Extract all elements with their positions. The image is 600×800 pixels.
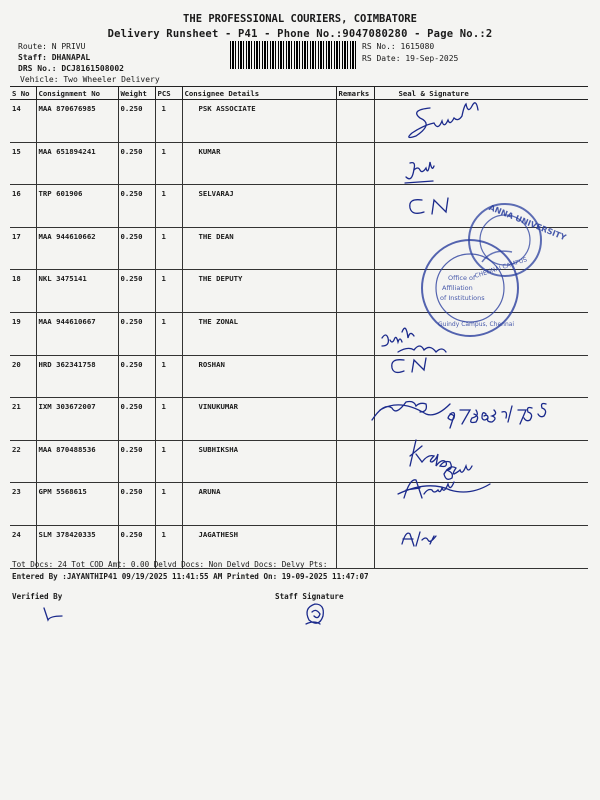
- cell-weight: 0.250: [118, 440, 155, 483]
- cell-remarks: [336, 142, 374, 185]
- cell-signature: [374, 100, 588, 143]
- table-row: [10, 312, 588, 355]
- cell-remarks: [336, 270, 374, 313]
- cell-pcs: 1: [155, 312, 182, 355]
- cell-signature: [374, 142, 588, 185]
- cell-consignment: MAA 870488536: [36, 440, 118, 483]
- cell-consignee: JAGATHESH: [182, 525, 336, 568]
- cell-signature: [374, 185, 588, 228]
- cell-consignment: IXM 303672007: [36, 398, 118, 441]
- cell-consignee: PSK ASSOCIATE: [182, 100, 336, 143]
- cell-pcs: 1: [155, 440, 182, 483]
- cell-consignee: SELVARAJ: [182, 185, 336, 228]
- cell-weight: 0.250: [118, 525, 155, 568]
- verified-by-mark: [44, 608, 62, 620]
- cell-consignee: THE ZONAL: [182, 312, 336, 355]
- cell-weight: 0.250: [118, 483, 155, 526]
- rs-date: RS Date: 19-Sep-2025: [362, 54, 459, 63]
- cell-weight: 0.250: [118, 185, 155, 228]
- table-row: [10, 100, 588, 143]
- cell-pcs: 1: [155, 483, 182, 526]
- company-title: THE PROFESSIONAL COURIERS, COIMBATORE: [183, 13, 417, 25]
- table-row: [10, 142, 588, 185]
- table-row: [10, 483, 588, 526]
- cell-sno: 19: [10, 312, 36, 355]
- cell-remarks: [336, 312, 374, 355]
- cell-pcs: 1: [155, 355, 182, 398]
- cell-sno: 24: [10, 525, 36, 568]
- cell-consignment: MAA 870676985: [36, 100, 118, 143]
- cell-remarks: [336, 398, 374, 441]
- stamp-bottom: Guindy Campus, Chennai: [438, 321, 515, 328]
- col-sno: S No: [10, 87, 36, 100]
- cell-remarks: [336, 100, 374, 143]
- cell-remarks: [336, 355, 374, 398]
- col-consignment: Consignment No: [36, 87, 118, 100]
- runsheet-table: [10, 86, 588, 569]
- col-remarks: Remarks: [336, 87, 374, 100]
- cell-pcs: 1: [155, 185, 182, 228]
- stamp-center-1: Office of: [448, 274, 476, 282]
- cell-signature: [374, 398, 588, 441]
- cell-signature: [374, 227, 588, 270]
- cell-pcs: 1: [155, 142, 182, 185]
- table-row: [10, 440, 588, 483]
- cell-signature: [374, 525, 588, 568]
- cell-sno: 23: [10, 483, 36, 526]
- cell-weight: 0.250: [118, 270, 155, 313]
- cell-consignment: MAA 651894241: [36, 142, 118, 185]
- cell-signature: [374, 312, 588, 355]
- cell-consignee: KUMAR: [182, 142, 336, 185]
- cell-sno: 21: [10, 398, 36, 441]
- cell-consignment: TRP 601906: [36, 185, 118, 228]
- cell-consignment: NKL 3475141: [36, 270, 118, 313]
- cell-sno: 15: [10, 142, 36, 185]
- stamp-center-2: Affiliation: [442, 284, 473, 292]
- cell-consignment: MAA 944610662: [36, 227, 118, 270]
- cell-consignee: SUBHIKSHA: [182, 440, 336, 483]
- cell-weight: 0.250: [118, 227, 155, 270]
- staff-signature-mark: [306, 604, 323, 624]
- stamp-ring-text: ANNA UNIVERSITY: [487, 202, 568, 243]
- drs-number: DRS No.: DCJ8161508002: [18, 64, 124, 73]
- cell-signature: [374, 355, 588, 398]
- cell-pcs: 1: [155, 227, 182, 270]
- table-row: [10, 227, 588, 270]
- footer-entered: Entered By :JAYANTHIP41 09/19/2025 11:41:55 AM Printed On: 19-09-2025 11:47:07: [12, 572, 369, 581]
- cell-consignee: ARUNA: [182, 483, 336, 526]
- cell-sno: 17: [10, 227, 36, 270]
- table-row: [10, 185, 588, 228]
- cell-weight: 0.250: [118, 355, 155, 398]
- cell-remarks: [336, 483, 374, 526]
- cell-weight: 0.250: [118, 398, 155, 441]
- cell-signature: [374, 440, 588, 483]
- vehicle-label: Vehicle: Two Wheeler Delivery: [20, 75, 160, 84]
- cell-consignment: MAA 944610667: [36, 312, 118, 355]
- runsheet-title: Delivery Runsheet - P41 - Phone No.:9047080280 - Page No.:2: [107, 28, 493, 40]
- cell-sno: 20: [10, 355, 36, 398]
- table-header-row: [10, 87, 588, 100]
- cell-weight: 0.250: [118, 312, 155, 355]
- cell-consignment: HRD 362341758: [36, 355, 118, 398]
- col-signature: Seal & Signature: [374, 87, 588, 100]
- cell-pcs: 1: [155, 270, 182, 313]
- cell-remarks: [336, 185, 374, 228]
- cell-remarks: [336, 525, 374, 568]
- cell-consignment: SLM 378420335: [36, 525, 118, 568]
- cell-sno: 18: [10, 270, 36, 313]
- cell-signature: [374, 270, 588, 313]
- cell-weight: 0.250: [118, 142, 155, 185]
- verified-by-label: Verified By: [12, 592, 63, 601]
- table-row: [10, 270, 588, 313]
- cell-consignee: THE DEAN: [182, 227, 336, 270]
- cell-sno: 14: [10, 100, 36, 143]
- footer-summary: Tot Docs: 24 Tot COD Amt: 0.00 Delvd Docs: Non Delvd Docs: Delvy Pts:: [12, 560, 328, 569]
- cell-sno: 22: [10, 440, 36, 483]
- cell-remarks: [336, 227, 374, 270]
- cell-consignee: THE DEPUTY: [182, 270, 336, 313]
- stamp-center-3: of Institutions: [440, 294, 485, 302]
- cell-pcs: 1: [155, 525, 182, 568]
- staff-label: Staff: DHANAPAL: [18, 53, 91, 62]
- col-consignee: Consignee Details: [182, 87, 336, 100]
- rs-number: RS No.: 1615080: [362, 42, 435, 51]
- cell-pcs: 1: [155, 398, 182, 441]
- col-weight: Weight: [118, 87, 155, 100]
- cell-consignee: VINUKUMAR: [182, 398, 336, 441]
- cell-weight: 0.250: [118, 100, 155, 143]
- cell-pcs: 1: [155, 100, 182, 143]
- cell-signature: [374, 483, 588, 526]
- table-row: [10, 355, 588, 398]
- cell-consignee: ROSHAN: [182, 355, 336, 398]
- staff-signature-label: Staff Signature: [275, 592, 344, 601]
- col-pcs: PCS: [155, 87, 182, 100]
- cell-remarks: [336, 440, 374, 483]
- table-row: [10, 398, 588, 441]
- route-label: Route: N PRIVU: [18, 42, 86, 51]
- stamp-ring-bottom: CHENNAI CAMPUS: [473, 256, 528, 280]
- cell-sno: 16: [10, 185, 36, 228]
- barcode: [230, 41, 358, 69]
- cell-consignment: GPM 5568615: [36, 483, 118, 526]
